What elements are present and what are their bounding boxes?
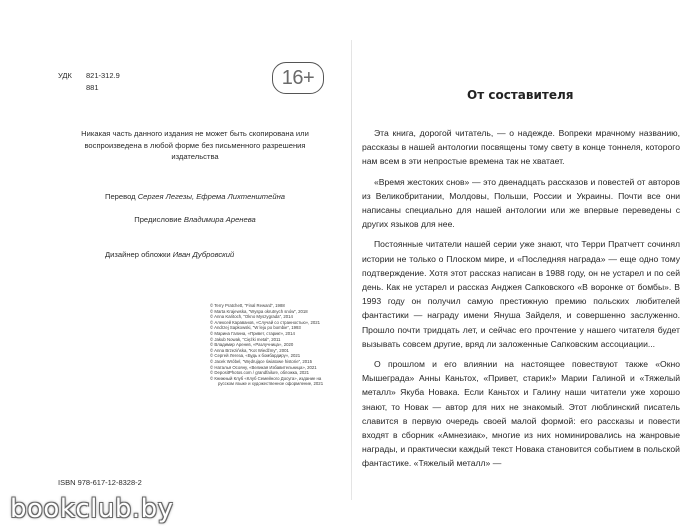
- age-rating-badge: 16+: [272, 62, 324, 94]
- rights-notice: Никакая часть данного издания не может быть скопирована или воспроизведена в любой форме без письменного разрешения издательства: [81, 129, 309, 161]
- translators: Сергея Легезы, Ефрема Лихтенштейна: [137, 192, 285, 201]
- copyright-line: © Jakub Nowak, “Ciężki metal”, 2011: [210, 336, 281, 342]
- copyright-line: © Алексей Караванов, «Случай со странностью», 2021: [210, 319, 321, 325]
- copyright-line: © Anna Brzezińska, “Kot Wiedźmy”, 2001: [210, 347, 289, 353]
- translation-credit: [80, 191, 310, 202]
- copyright-line: © Владимир Аренев, «Разлучница», 2020: [210, 342, 294, 348]
- translation-prefix: Перевод: [105, 192, 138, 201]
- copyright-line: © Книжный Клуб «Клуб Семейного Досуга», издание на русском языке и художественное оформление, 2021: [210, 375, 324, 387]
- copyright-line: © Jacek Wróbel, “Wędrujące światowe historie”, 2015: [210, 358, 312, 364]
- site-watermark: bookclub.by: [10, 494, 174, 524]
- designer-name: Иван Дубровский: [172, 250, 235, 259]
- copyright-line: © Andrzej Sapkowski, “W leju po bombie”, 1993: [210, 325, 301, 331]
- preface-prefix: Предисловие: [134, 215, 184, 224]
- designer-prefix: Дизайнер обложки: [105, 250, 173, 259]
- copyright-line: © Marta Krajewska, “Wyspa okrutnych snów”, 2018: [210, 308, 308, 314]
- paragraph: О прошлом и его влиянии на настоящее повествуют также «Окно Мышеграда» Анны Каньтох, «Привет, старик!» Марии Галиной и «Тяжелый металл» Якуба Новака. Если Каньтох и Галину наши читатели уже хорошо знают, то Новак — автор для них не знакомый. Этот люблинский писатель славится в первую очередь своей малой формой: его рассказы и повести входят в сборник «Амнезиак», многие из них номинировались на жанровые награды, и практически каждый текст Новака становится событием в польской фантастике. «Тяжелый металл» —: [362, 359, 680, 469]
- paragraph: «Время жестоких снов» — это двенадцать рассказов и повестей от авторов из Великобритании, Молдовы, Польши, России и Украины. Почти все они написаны специально для нашей антологии или же впервые переведены с других языков для нее.: [362, 176, 680, 230]
- copyright-list: [210, 303, 330, 387]
- body-text: [362, 126, 680, 477]
- section-title: От составителя: [467, 88, 574, 102]
- paragraph: Эта книга, дорогой читатель, — о надежде. Вопреки мрачному названию, рассказы в нашей антологии посвящены тому свету в конце тоннеля, которого нам всем в эти непростые времена так не хватает.: [362, 128, 680, 167]
- copyright-line: © Сергей Легеза, «Будь к бомбардиру», 2021: [210, 353, 301, 359]
- designer-credit: [105, 250, 234, 259]
- preface-credit: [80, 214, 310, 225]
- copyright-line: © Наталья Осояну, «Великая Избавительница», 2021: [210, 364, 317, 370]
- paragraph: Постоянные читатели нашей серии уже знают, что Терри Пратчетт сочинял истории не только о Плоском мире, и «Последняя награда» — еще одно тому подтверждение. Хотя этот рассказ написан в 1988 году, он не устарел и по сей день. Как не устарел и рассказ Анджея Сапковского «В воронке от бомбы». В 1993 году он получил самую престижную премию польских любителей фантастики — награду имени Януша Зайделя, и совершенно заслуженно. Прошло почти тридцать лет, и сейчас его прочтение у нашего читателя будет вызывать совсем другие, вряд ли заложенные Сапковским ассоциации...: [362, 239, 680, 349]
- bbk-value: 881: [86, 83, 99, 92]
- copyright-line: © Anna Kańtoch, “Okno Myszygrada”, 2014: [210, 314, 293, 320]
- udk-value: 821-312.9: [86, 71, 120, 80]
- copyright-line: © Марина Галина, «Привет, старик!», 2014: [210, 330, 295, 336]
- copyright-line: © Terry Pratchett, “Final Reward”, 1988: [210, 303, 285, 308]
- udk-label: УДК: [58, 71, 72, 80]
- copyright-line: © DepositPhotos.com / grandfailure, обложка, 2021: [210, 370, 310, 376]
- udk-block: [58, 70, 120, 94]
- preface-author: Владимира Аренева: [183, 215, 256, 224]
- isbn: ISBN 978-617-12-8328-2: [58, 478, 142, 487]
- right-page: [352, 0, 700, 526]
